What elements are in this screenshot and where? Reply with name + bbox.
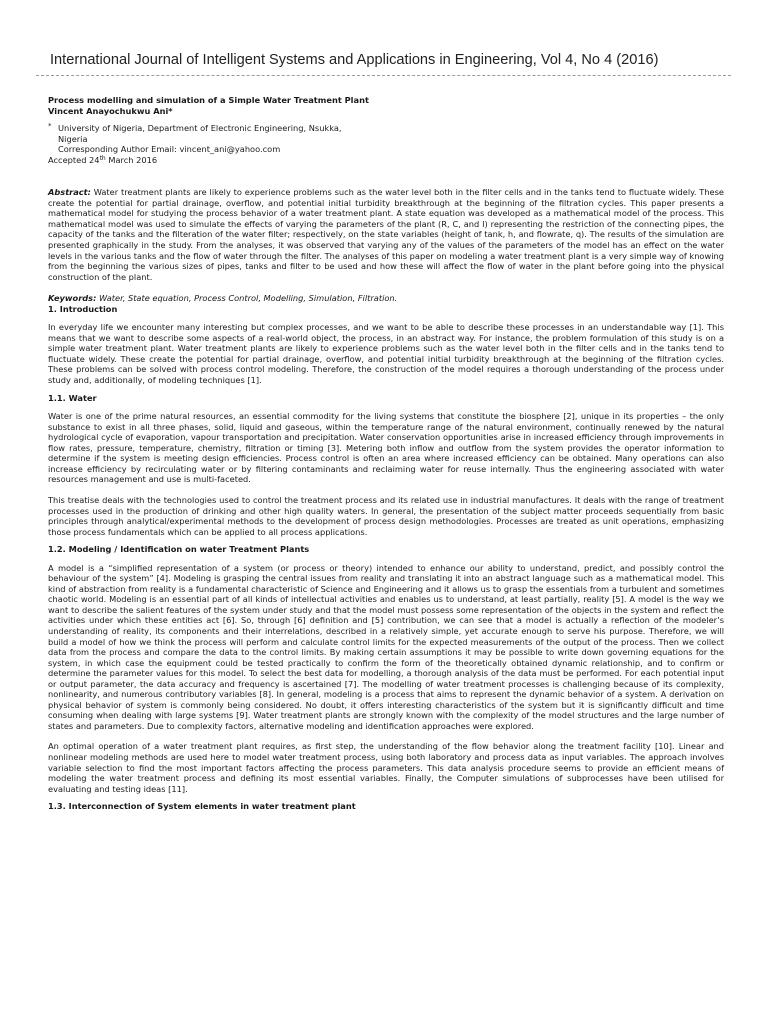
corresponding-author: Corresponding Author Email: vincent_ani@yahoo.com [58, 144, 281, 155]
affiliation-mark: * [48, 122, 52, 131]
author-affiliation [48, 123, 724, 144]
section-heading-interconnection: 1.3. Interconnection of System elements in water treatment plant [48, 801, 356, 812]
section-heading-introduction: 1. Introduction [48, 303, 118, 314]
journal-header: International Journal of Intelligent Systems and Applications in Engineering, Vol 4, No 4 (2016) [50, 52, 659, 68]
keywords-label: Keywords: [48, 293, 97, 304]
section-heading-modeling: 1.2. Modeling / Identification on water Treatment Plants [48, 544, 310, 555]
modeling-paragraph-2: An optimal operation of a water treatment plant requires, as first step, the understanding of the flow behavior along the treatment facility [10]. Linear and nonlinear modeling methods are used here to model water treatment process, using both laboratory and process data as input variables. The approach involves variable selection to find the most important factors affecting the process parameters. This data analysis procedure seems to provide an efficient means of modeling the water treatment process and defining its most essential variables. Finally, the Computer simulations of subprocesses have been utilised for evaluating and testing ideas [11]. [48, 741, 724, 794]
introduction-paragraph: In everyday life we encounter many interesting but complex processes, and we want to be able to describe these processes in an understandable way [1]. This means that we want to describe some aspects of a real-world object, the process, in an abstract way. For instance, the problem formulation of this study is on a simple water treatment plant. Water treatment plants are likely to experience problems such as the water level both in the filter cells and in the tanks tend to fluctuate widely. These create the potential for partial drainage, overflow, and potential initial turbidity breakthrough at the beginning of the filtration cycles. These problems can be solved with process control modeling. Therefore, the construction of the model requires a thorough understanding of the process under study and, additionally, of modeling techniques [1]. [48, 322, 724, 386]
modeling-paragraph-1: A model is a “simplified representation of a system (or process or theory) intended to enhance our ability to understand, predict, and possibly control the behaviour of the system” [4]. Modeling is grasping the central issues from reality and translating it into an abstract language such as a mathematical model. This kind of abstraction from reality is a fundamental characteristic of Science and Engineering and it allows us to grasp the essentials from a turbulent and sometimes chaotic world. Modeling is an essential part of all kinds of intellectual activities and enables us to understand, at least partially, reality [5]. A model is the way we want to describe the salient features of the system under study and that the model must possess some representation of the objects in the system and reflect the activities under which these entities act [6]. So, through [6] definition and [5] contribution, we can see that a model is actually a reflection of the modeler’s understanding of reality, its components and their interrelations, described in a relatively simple, yet accurate enough to serve his purpose. Therefore, we will build a model of how we think the process will perform and calculate control limits for the expected measurements of the output of the process. Then we collect data from the process and compare the data to the control limits. By making certain assumptions it may be possible to write down governing equations for the system, in which case the equipment could be tested practically to confirm the form of the theoretically obtained dynamic relationship, and to confirm or determine the parameter values for this model. To select the best data for modelling, a thorough analysis of the data must be performed. For each potential input or output parameter, the data accuracy and frequency is ascertained [7]. The modelling of water treatment processes is challenging because of its complexity, nonlinearity, and numerous contributory variables [8]. In general, modeling is a process that aims to represent the dynamic behavior of a system. A derivation on physical behavior of system is commonly being considered. No doubt, it offers interesting characteristics of the system but it is significantly difficult and time consuming when dealing with large systems [9]. Water treatment plants are strongly known with the complexity of the model structures and the large number of states and parameters. Due to complexity factors, alternative modeling and identification approaches were explored. [48, 562, 724, 731]
abstract-text: Water treatment plants are likely to experience problems such as the water level both in the filter cells and in the tanks tend to fluctuate widely. These create the potential for partial drainage, overflow, and potential initial turbidity breakthrough at the beginning of the filtration cycles. This paper presents a mathematical model for studying the process behavior of a water treatment plant. A state equation was developed as a mathematical model of the process. This mathematical model was used to simulate the effects of varying the parameters of the plant (R, C, and I) representing the restriction of the connecting pipes, the capacity of the tanks and the filteration of the water filter; respectively, on the state variables (height of tank, h, and flowrate, q). The results of the simulation are presented graphically in the study. From the analyses, it was observed that varying any of the values of the parameters of the model has an effect on the water levels in the various tanks and the flow of water through the filter. The analyses of this paper on modeling a water treatment plant is a very simple way of knowing from the beginning the various sizes of pipes, tanks and filter to be used and how these will affect the flow of water in the plant before going into the physical construction of the plant. [48, 187, 724, 282]
article-content [48, 95, 724, 812]
keywords-paragraph [48, 293, 724, 304]
affiliation-line-2: Nigeria [58, 133, 88, 144]
abstract-paragraph [48, 187, 724, 282]
paper-title: Process modelling and simulation of a Simple Water Treatment Plant [48, 95, 369, 105]
accepted-date [48, 155, 724, 166]
accepted-prefix: Accepted 24 [48, 154, 100, 165]
water-paragraph-2: This treatise deals with the technologies used to control the treatment process and its related use in industrial manufactures. It deals with the range of treatment processes used in the production of drinking and other high quality waters. In general, the presentation of the subject matter proceeds sequentially from basic principles through analytical/experimental methods to the development of process design methodologies. Processes are treated as unit operations, emphasizing those process fundamentals which can be applied to all process applications. [48, 494, 724, 537]
section-heading-water: 1.1. Water [48, 392, 97, 403]
keywords-text: Water, State equation, Process Control, Modelling, Simulation, Filtration. [96, 293, 398, 304]
affiliation-line-1: University of Nigeria, Department of Electronic Engineering, Nsukka, [58, 123, 342, 134]
water-paragraph-1: Water is one of the prime natural resources, an essential commodity for the living systems that constitute the biosphere [2], unique in its properties – the only substance to exist in all three phases, solid, liquid and gaseous, within the temperature range of the natural environment, continually renewed by the natural hydrological cycle of evaporation, vapour transportation and precipitation. Water conservation opportunities arise in increased efficiency through improvements in flow rates, pressure, temperature, chemistry, filtration or timing [3]. Metering both inflow and outflow from the system provides the operator information to determine if the system is meeting design efficiencies. Process control is often an area where increased efficiency can be obtained. Many operations can also increase efficiency by recirculating water or by filtering contaminants and reclaiming water for reuse internally. Thus the engineering associated with water resources management and use is multi-faceted. [48, 411, 724, 485]
header-divider [36, 75, 731, 76]
accepted-ordinal: th [99, 154, 106, 162]
abstract-label: Abstract: [48, 187, 91, 198]
paper-author: Vincent Anayochukwu Ani* [48, 105, 173, 116]
accepted-suffix: March 2016 [105, 154, 158, 165]
